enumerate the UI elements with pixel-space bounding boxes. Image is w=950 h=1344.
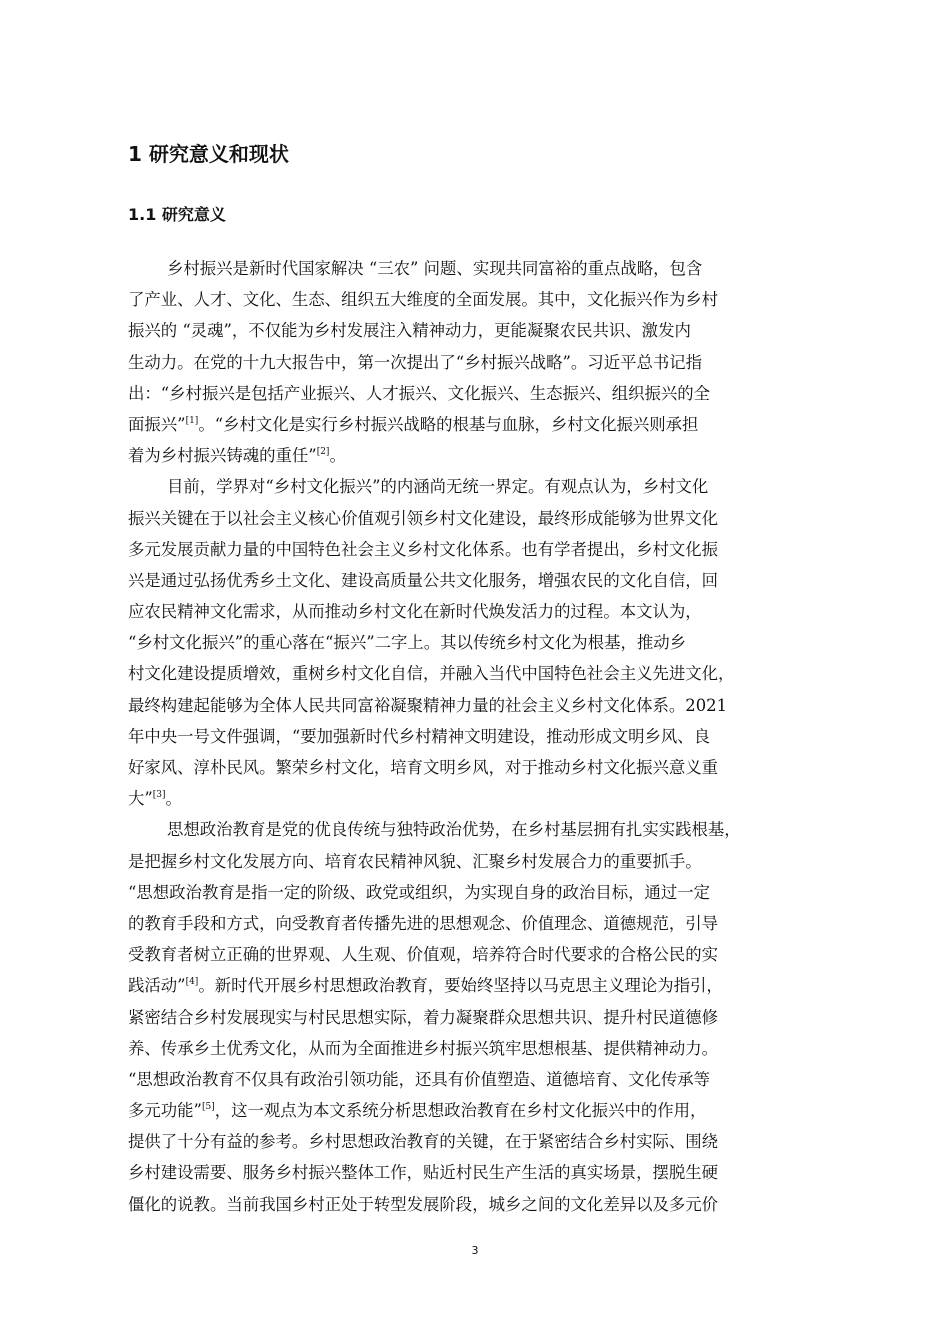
citation-marker: [5] — [201, 1102, 215, 1113]
text-line — [128, 877, 828, 908]
text-line-content: 多元发展贡献力量的中国特色社会主义乡村文化体系。也有学者提出，乡村文化振 — [128, 539, 719, 559]
text-line-content: 目前，学界对“乡村文化振兴”的内涵尚无统一界定。有观点认为，乡村文化 — [167, 477, 709, 497]
text-line-content: 振兴的 “灵魂”，不仅能为乡村发展注入精神动力，更能凝聚农民共识、激发内 — [128, 321, 691, 341]
text-line — [128, 347, 828, 378]
text-line — [128, 1033, 828, 1064]
text-line-content: “思想政治教育不仅具有政治引领功能，还具有价值塑造、道德培育、文化传承等 — [128, 1069, 711, 1089]
page-number: 3 — [471, 1244, 479, 1257]
text-line — [128, 627, 828, 658]
citation-marker: [2] — [316, 447, 330, 458]
section-heading: 1 研究意义和现状 — [128, 142, 289, 166]
text-line-content: 多元功能” — [128, 1101, 202, 1121]
text-line-content: 出：“乡村振兴是包括产业振兴、人才振兴、文化振兴、生态振兴、组织振兴的全 — [128, 383, 711, 403]
text-line — [128, 284, 828, 315]
text-line-content: “乡村文化振兴”的重心落在“振兴”二字上。其以传统乡村文化为根基，推动乡 — [128, 633, 687, 653]
text-line — [128, 1157, 828, 1188]
text-line-content: 年中央一号文件强调，“要加强新时代乡村精神文明建设，推动形成文明乡风、良 — [128, 726, 711, 746]
text-line — [128, 721, 828, 752]
text-line-content: 思想政治教育是党的优良传统与独特政治优势，在乡村基层拥有扎实实践根基， — [167, 820, 741, 840]
text-line — [128, 253, 828, 284]
citation-marker: [4] — [185, 977, 199, 988]
text-line — [128, 846, 828, 877]
text-line-continuation: ，这一观点为本文系统分析思想政治教育在乡村文化振兴中的作用， — [214, 1101, 707, 1121]
text-line-content: 紧密结合乡村发展现实与村民思想实际，着力凝聚群众思想共识、提升村民道德修 — [128, 1007, 719, 1027]
text-line — [128, 440, 828, 471]
text-line — [128, 534, 828, 565]
text-line-content: 的教育手段和方式，向受教育者传播先进的思想观念、价值理念、道德规范，引导 — [128, 913, 719, 933]
text-line-content: 受教育者树立正确的世界观、人生观、价值观，培养符合时代要求的合格公民的实 — [128, 945, 719, 965]
text-line — [128, 503, 828, 534]
text-line — [128, 409, 828, 440]
text-line-content: 乡村振兴是新时代国家解决 “三农” 问题、实现共同富裕的重点战略，包含 — [167, 259, 703, 278]
text-line-content: 着为乡村振兴铸魂的重任” — [128, 446, 317, 466]
text-line-content: 好家风、淳朴民风。繁荣乡村文化，培育文明乡风，对于推动乡村文化振兴意义重 — [128, 758, 719, 777]
text-line — [128, 970, 828, 1001]
text-line — [128, 1095, 828, 1126]
text-line — [128, 690, 828, 721]
text-line-content: 大” — [128, 789, 153, 809]
text-line — [128, 1189, 828, 1220]
text-line — [128, 658, 828, 689]
text-line-content: 了产业、人才、文化、生态、组织五大维度的全面发展。其中，文化振兴作为乡村 — [128, 290, 719, 310]
text-line-content: 兴是通过弘扬优秀乡土文化、建设高质量公共文化服务，增强农民的文化自信，回 — [128, 570, 719, 590]
text-line-content: 应农民精神文化需求，从而推动乡村文化在新时代焕发活力的过程。本文认为， — [128, 602, 702, 622]
text-line-content: 践活动” — [128, 976, 186, 996]
text-line — [128, 378, 828, 409]
subsection-heading: 1.1 研究意义 — [128, 205, 226, 224]
text-line-continuation: 。 — [329, 446, 346, 466]
text-line-content: 是把握乡村文化发展方向、培育农民精神风貌、汇聚乡村发展合力的重要抓手。 — [128, 851, 702, 871]
text-line-continuation: 。“乡村文化是实行乡村振兴战略的根基与血脉，乡村文化振兴则承担 — [198, 414, 699, 434]
text-line-content: 乡村建设需要、服务乡村振兴整体工作，贴近村民生产生活的真实场景，摆脱生硬 — [128, 1163, 719, 1183]
text-line-content: 振兴关键在于以社会主义核心价值观引领乡村文化建设，最终形成能够为世界文化 — [128, 508, 719, 528]
text-line-content: 村文化建设提质增效，重树乡村文化自信，并融入当代中国特色社会主义先进文化， — [128, 664, 735, 684]
text-line — [128, 1064, 828, 1095]
text-line-continuation: 。新时代开展乡村思想政治教育，要始终坚持以马克思主义理论为指引， — [198, 976, 723, 996]
text-line-content: 生动力。在党的十九大报告中，第一次提出了“乡村振兴战略”。习近平总书记指 — [128, 352, 703, 372]
text-line — [128, 1002, 828, 1033]
text-line — [128, 315, 828, 346]
text-line-content: 僵化的说教。当前我国乡村正处于转型发展阶段，城乡之间的文化差异以及多元价 — [128, 1194, 719, 1214]
body-text — [128, 253, 828, 1220]
text-line — [128, 814, 828, 845]
text-line — [128, 783, 828, 814]
citation-marker: [3] — [152, 790, 166, 801]
text-line — [128, 908, 828, 939]
text-line-continuation: 。 — [165, 789, 182, 809]
text-line — [128, 939, 828, 970]
citation-marker: [1] — [185, 415, 199, 426]
text-line-content: 提供了十分有益的参考。乡村思想政治教育的关键，在于紧密结合乡村实际、围绕 — [128, 1132, 719, 1152]
text-line — [128, 565, 828, 596]
text-line-content: 面振兴” — [128, 414, 186, 434]
text-line-content: “思想政治教育是指一定的阶级、政党或组织，为实现自身的政治目标，通过一定 — [128, 882, 711, 902]
text-line — [128, 752, 828, 783]
text-line-content: 养、传承乡土优秀文化，从而为全面推进乡村振兴筑牢思想根基、提供精神动力。 — [128, 1038, 719, 1058]
text-line — [128, 1126, 828, 1157]
text-line — [128, 596, 828, 627]
text-line-content: 最终构建起能够为全体人民共同富裕凝聚精神力量的社会主义乡村文化体系。2021 — [128, 695, 727, 715]
text-line — [128, 471, 828, 502]
